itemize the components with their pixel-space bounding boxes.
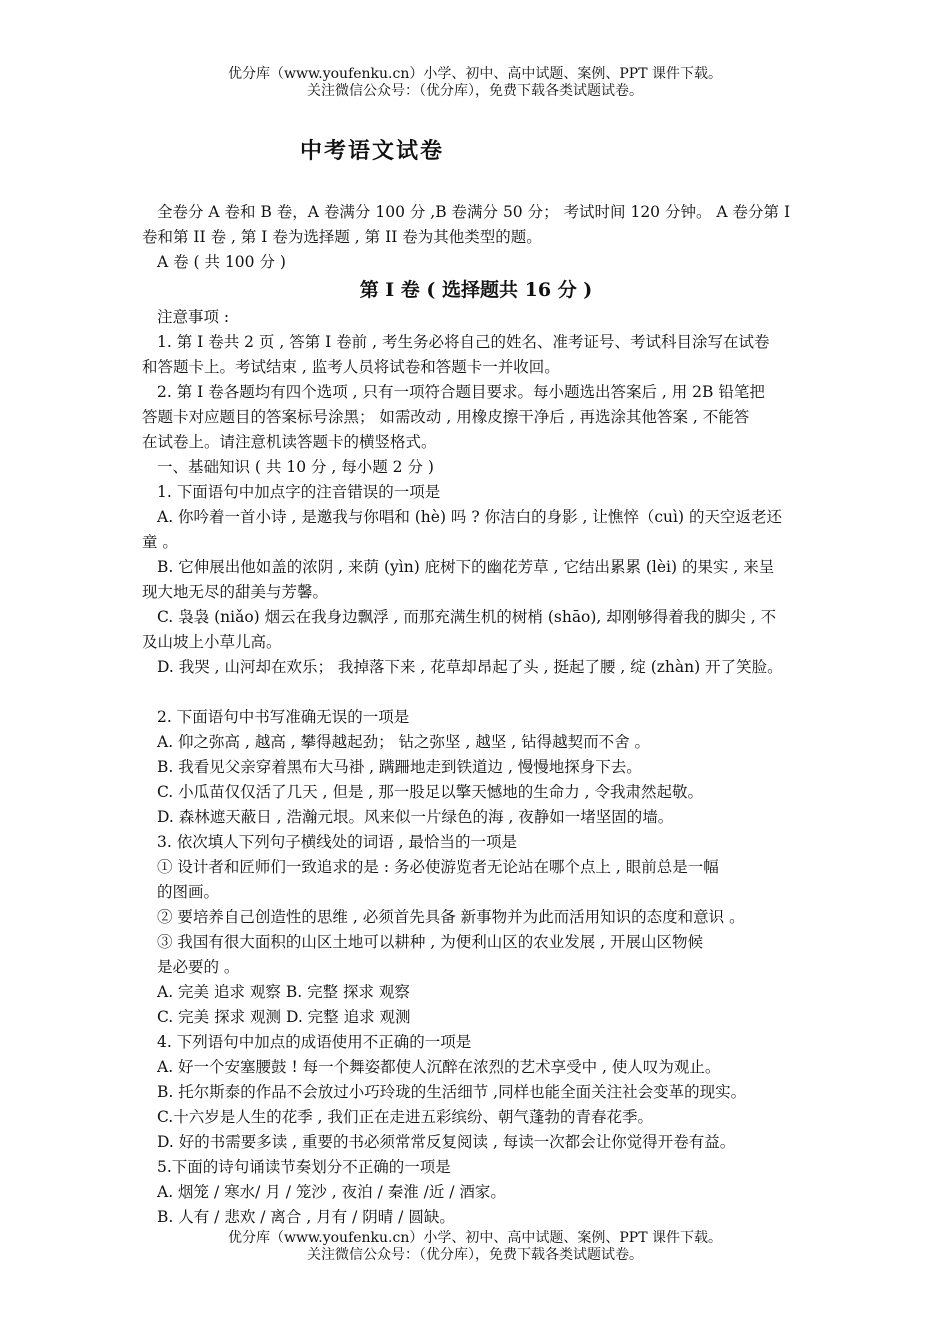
question-3-sentence-3: ③ 我国有很大面积的山区土地可以耕种 , 为便利山区的农业发展 , 开展山区物候 [157,933,703,951]
intro-line: A 卷 ( 共 100 分 ) [157,253,286,271]
question-3-sentence-3-cont: 是必要的 。 [157,958,240,976]
question-5-option-b: B. 人有 / 悲欢 / 离合 , 月有 / 阴晴 / 圆缺。 [157,1208,455,1226]
question-4-option-d: D. 好的书需要多读 , 重要的书必须常常反复阅读 , 每读一次都会让你觉得开卷有益。 [157,1133,736,1151]
question-4-option-a: A. 好一个安塞腰鼓 ! 每一个舞姿都使人沉醉在浓烈的艺术享受中 , 使人叹为观止。 [157,1058,721,1076]
question-2-option-b: B. 我看见父亲穿着黑布大马褂 , 蹒跚地走到铁道边 , 慢慢地探身下去。 [157,758,642,776]
question-1-option-b-cont: 现大地无尽的甜美与芳馨。 [142,583,329,601]
footer-line-1: 优分库（www.youfenku.cn）小学、初中、高中试题、案例、PPT 课件下载。 [227,1230,722,1246]
notes-heading: 注意事项 : [157,308,230,326]
question-1-option-d: D. 我哭 , 山河却在欢乐； 我掉落下来 , 花草却昂起了头 , 挺起了腰 , 绽 (zhàn) 开了笑脸。 [157,658,783,676]
intro-line: 卷和第 II 卷 , 第 I 卷为选择题 , 第 II 卷为其他类型的题。 [142,228,542,246]
part-heading: 一、基础知识 ( 共 10 分 , 每小题 2 分 ) [157,458,434,476]
question-1-option-c-cont: 及山坡上小草儿高。 [142,633,282,651]
question-2-stem: 2. 下面语句中书写准确无误的一项是 [157,708,410,726]
question-3-sentence-1: ① 设计者和匠师们一致追求的是 : 务必使游览者无论站在哪个点上 , 眼前总是一幅 [157,858,719,876]
document-title: 中考语文试卷 [300,138,445,164]
question-5-option-a: A. 烟笼 / 寒水/ 月 / 笼沙 , 夜泊 / 秦淮 /近 / 酒家。 [157,1183,506,1201]
question-1-option-a-cont: 童 。 [142,533,178,551]
page-footer [0,1230,950,1264]
question-3-sentence-2: ② 要培养自己创造性的思维 , 必须首先具备 新事物并为此而活用知识的态度和意识 。 [157,908,745,926]
header-line-1: 优分库（www.youfenku.cn）小学、初中、高中试题、案例、PPT 课件下载。 [227,66,722,82]
footer-line-2: 关注微信公众号：（优分库），免费下载各类试题试卷。 [307,1247,643,1263]
question-2-option-a: A. 仰之弥高 , 越高 , 攀得越起劲； 钻之弥坚 , 越坚 , 钻得越契而不舍 。 [157,733,651,751]
intro-line: 全卷分 A 卷和 B 卷，A 卷满分 100 分 ,B 卷满分 50 分； 考试时间 120 分钟。 A 卷分第 I [157,203,791,221]
note-line: 2. 第 I 卷各题均有四个选项 , 只有一项符合题目要求。每小题选出答案后 , 用 2B 铅笔把 [157,383,765,401]
spacer [142,680,810,705]
question-1-option-c: C. 袅袅 (niǎo) 烟云在我身边飘浮 , 而那充满生机的树梢 (shāo), 却刚够得着我的脚尖 , 不 [157,608,777,626]
question-1-stem: 1. 下面语句中加点字的注音错误的一项是 [157,483,441,501]
question-5-stem: 5.下面的诗句诵读节奏划分不正确的一项是 [157,1158,451,1176]
note-line: 1. 第 I 卷共 2 页 , 答第 I 卷前 , 考生务必将自己的姓名、准考证号、考试科目涂写在试卷 [157,333,770,351]
question-3-options-cd: C. 完美 探求 观测 D. 完整 追求 观测 [157,1008,411,1026]
section-title: 第 I 卷 ( 选择题共 16 分 ) [359,279,593,301]
note-line: 和答题卡上。考试结束 , 监考人员将试卷和答题卡一并收回。 [142,358,560,376]
question-2-option-d: D. 森林遮天蔽日 , 浩瀚元垠。风来似一片绿色的海 , 夜静如一堵坚固的墙。 [157,808,674,826]
question-2-option-c: C. 小瓜苗仅仅活了几天 , 但是 , 那一股足以擎天憾地的生命力 , 令我肃然起敬。 [157,783,704,801]
question-1-option-a: A. 你吟着一首小诗 , 是邀我与你唱和 (hè) 吗 ? 你洁白的身影 , 让憔悴（cuì) 的天空返老还 [157,508,782,526]
question-3-stem: 3. 依次填人下列句子横线处的词语 , 最恰当的一项是 [157,833,517,851]
question-1-option-b: B. 它伸展出他如盖的浓阴 , 来荫 (yìn) 庇树下的幽花芳草 , 它结出累累 (lèi) 的果实 , 来呈 [157,558,775,576]
question-4-option-b: B. 托尔斯泰的作品不会放过小巧玲珑的生活细节 ,同样也能全面关注社会变革的现实。 [157,1083,747,1101]
note-line: 在试卷上。请注意机读答题卡的横竖格式。 [142,433,437,451]
header-line-2: 关注微信公众号：（优分库），免费下载各类试题试卷。 [307,83,643,99]
question-4-option-c: C.十六岁是人生的花季 , 我们正在走进五彩缤纷、朝气蓬勃的青春花季。 [157,1108,654,1126]
note-line: 答题卡对应题目的答案标号涂黑； 如需改动 , 用橡皮擦干净后 , 再选涂其他答案 , 不能答 [142,408,750,426]
exam-content [142,200,810,1230]
question-3-sentence-1-cont: 的图画。 [157,883,220,901]
page-header [0,66,950,100]
question-4-stem: 4. 下列语句中加点的成语使用不正确的一项是 [157,1033,472,1051]
question-3-options-ab: A. 完美 追求 观察 B. 完整 探求 观察 [157,983,410,1001]
